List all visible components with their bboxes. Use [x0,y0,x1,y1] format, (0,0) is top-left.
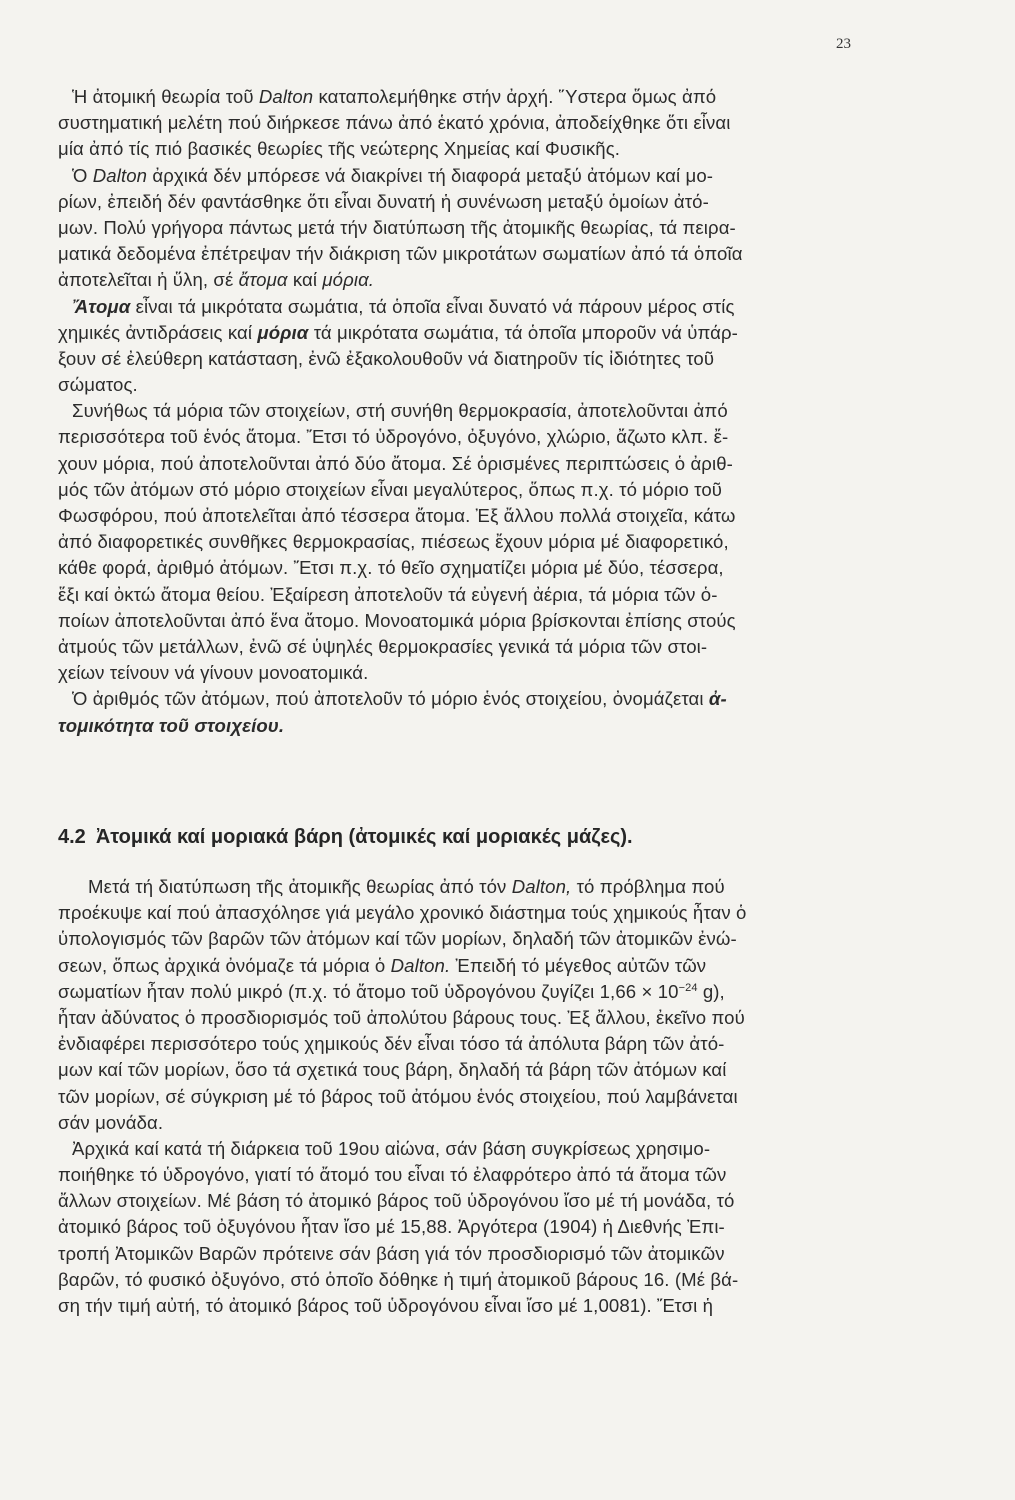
text-line [58,241,888,267]
text-line [58,477,888,503]
text-line [58,320,888,346]
page-number: 23 [836,36,851,52]
bold-term: μόρια [257,321,309,343]
text-segment: g), [697,980,725,1002]
text-segment: ἕξι καί ὀκτώ ἄτομα θείου. Ἐξαίρεση ἀποτελοῦν τά εὐγενή ἀέρια, τά μόρια τῶν ὁ- [58,583,718,605]
text-segment: συστηματική μελέτη πού διήρκεσε πάνω ἀπό ἑκατό χρόνια, ἀποδείχθηκε ὅτι εἶναι [58,112,731,134]
text-segment: Ἐπειδή τό μέγεθος αὐτῶν τῶν [450,954,707,976]
text-line [58,608,888,634]
body-block-1 [58,84,888,739]
text-segment: Συνήθως τά μόρια τῶν στοιχείων, στή συνήθη θερμοκρασία, ἀποτελοῦνται ἀπό [72,400,728,422]
text-segment: ἀποτελεῖται ἡ ὕλη, σέ [58,269,239,291]
text-line [58,110,888,136]
text-segment: Ἀρχικά καί κατά τή διάρκεια τοῦ 19ου αἰώνα, σάν βάση συγκρίσεως χρησιμο- [72,1137,711,1159]
text-segment: εἶναι τά μικρότατα σωμάτια, τά ὁποῖα εἶναι δυνατό νά πάρουν μέρος στίς [130,295,735,317]
italic-term: ἄτομα [238,269,288,291]
text-segment: Φωσφόρου, πού ἀποτελεῖται ἀπό τέσσερα ἄτομα. Ἐξ ἄλλου πολλά στοιχεῖα, κάτω [58,505,736,526]
text-segment: μία ἀπό τίς πιό βασικές θεωρίες τῆς νεώτερης Χημείας καί Φυσικῆς. [58,138,621,160]
text-line [58,529,888,555]
text-line [58,1214,888,1240]
text-line [58,1267,888,1293]
text-segment: Μετά τή διατύπωση τῆς ἀτομικῆς θεωρίας ἀπό τόν [88,876,512,897]
italic-term: Dalton, [511,876,572,897]
text-line [58,189,888,215]
text-line [58,686,888,712]
text-line [58,926,888,952]
text-segment: μός τῶν ἀτόμων στό μόριο στοιχείων εἶναι μεγαλύτερος, ὅπως π.χ. τό μόριο τοῦ [58,478,723,500]
text-segment: σάν μονάδα. [58,1111,164,1133]
text-segment: χημικές ἀντιδράσεις καί [58,321,258,343]
text-line [58,979,888,1005]
text-segment: ὑπολογισμός τῶν βαρῶν τῶν ἀτόμων καί τῶν μορίων, δηλαδή τῶν ἀτομικῶν ἐνώ- [58,928,737,950]
text-line [58,1031,888,1057]
text-line [58,451,888,477]
italic-term: Dalton. [390,954,451,976]
text-segment: ματικά δεδομένα ἐπέτρεψαν τήν διάκριση τῶν μικροτάτων σωματίων ἀπό τά ὁποῖα [58,243,743,265]
text-line [58,874,888,900]
italic-term: Dalton [92,164,148,186]
text-segment: ἀπό διαφορετικές συνθῆκες θερμοκρασίας, πιέσεως ἔχουν μόρια μέ διαφορετικό, [58,531,729,553]
text-segment: ἐνδιαφέρει περισσότερο τούς χημικούς δέν εἶναι τόσο τά ἀπόλυτα βάρη τῶν ἀτό- [58,1033,725,1055]
text-line [58,634,888,660]
text-segment: μων καί τῶν μορίων, ὅσο τά σχετικά τους βάρη, δηλαδή τά βάρη τῶν ἀτόμων καί [58,1059,727,1081]
text-line [58,1005,888,1031]
text-segment: ἀρχικά δέν μπόρεσε νά διακρίνει τή διαφορά μεταξύ ἀτόμων καί μο- [147,164,714,186]
text-segment: ρίων, ἐπειδή δέν φαντάσθηκε ὅτι εἶναι δυνατή ἡ συνένωση μεταξύ ὁμοίων ἀτό- [58,190,709,212]
text-line [58,1188,888,1214]
text-line [58,503,888,529]
text-line [58,215,888,241]
text-line [58,1136,888,1162]
text-segment: τροπή Ἀτομικῶν Βαρῶν πρότεινε σάν βάση γιά τόν προσδιορισμό τῶν ἀτομικῶν [58,1242,725,1264]
text-segment: σεων, ὅπως ἀρχικά ὀνόμαζε τά μόρια ὁ [58,954,391,976]
text-segment: καταπολεμήθηκε στήν ἀρχή. Ὕστερα ὅμως ἀπό [313,86,717,107]
text-line [58,346,888,372]
text-line [58,582,888,608]
text-line [58,84,888,110]
text-segment: σωματίων ἦταν πολύ μικρό (π.χ. τό ἄτομο τοῦ ὑδρογόνου ζυγίζει 1,66 × 10 [58,980,679,1002]
text-line [58,1162,888,1188]
text-segment: χείων τείνουν νά γίνουν μονοατομικά. [58,662,369,684]
text-line [58,1241,888,1267]
bold-term: Ἄτομα [72,295,131,317]
text-segment: ξουν σέ ἐλεύθερη κατάσταση, ἐνῶ ἐξακολουθοῦν νά διατηροῦν τίς ἰδιότητες τοῦ [58,347,715,369]
text-segment: τῶν μορίων, σέ σύγκριση μέ τό βάρος τοῦ ἀτόμου ἑνός στοιχείου, πού λαμβάνεται [58,1085,738,1107]
text-segment: ἀτομικό βάρος τοῦ ὀξυγόνου ἦταν ἴσο μέ 15,88. Ἀργότερα (1904) ἡ Διεθνής Ἐπι- [58,1216,725,1238]
text-segment: βαρῶν, τό φυσικό ὀξυγόνο, στό ὁποῖο δόθηκε ἡ τιμή ἀτομικοῦ βάρους 16. (Μέ βά- [58,1268,739,1290]
text-line [58,136,888,162]
text-segment: ἄλλων στοιχείων. Μέ βάση τό ἀτομικό βάρος τοῦ ὑδρογόνου ἴσο μέ τή μονάδα, τό [58,1190,735,1212]
text-line [58,1057,888,1083]
bold-term: ἀ- [708,688,727,710]
text-line [58,953,888,979]
text-line [58,424,888,450]
text-segment: Ὁ ἀριθμός τῶν ἀτόμων, πού ἀποτελοῦν τό μόριο ἑνός στοιχείου, ὀνομάζεται [72,688,709,710]
text-segment: καί [287,269,323,291]
text-segment: ποίων ἀποτελοῦνται ἀπό ἕνα ἄτομο. Μονοατομικά μόρια βρίσκονται ἐπίσης στούς [58,609,736,631]
italic-term: Dalton [258,86,314,107]
text-line [58,900,888,926]
text-segment: ἦταν ἀδύνατος ὁ προσδιορισμός τοῦ ἀπολύτου βάρους τους. Ἐξ ἄλλου, ἐκεῖνο πού [58,1006,745,1028]
text-line [58,372,888,398]
text-line [58,1084,888,1110]
text-segment: Ἡ ἀτομική θεωρία τοῦ [72,86,259,107]
text-segment: περισσότερα τοῦ ἑνός ἄτομα. Ἔτσι τό ὑδρογόνο, ὀξυγόνο, χλώριο, ἄζωτο κλπ. ἔ- [58,426,729,448]
text-segment: σώματος. [58,374,138,396]
superscript: −24 [678,981,698,994]
text-segment: προέκυψε καί πού ἀπασχόλησε γιά μεγάλο χρονικό διάστημα τούς χημικούς ἦταν ὁ [58,902,747,924]
text-segment: Ὁ [72,164,93,186]
section-number: 4.2 [58,826,86,848]
italic-term: μόρια. [322,269,375,291]
section-title: Ἀτομικά καί μοριακά βάρη (ἀτομικές καί μοριακές μάζες). [95,826,633,848]
text-segment: ἀτμούς τῶν μετάλλων, ἐνῶ σέ ὑψηλές θερμοκρασίες γενικά τά μόρια τῶν στοι- [58,635,708,657]
text-line [58,398,888,424]
text-segment: μων. Πολύ γρήγορα πάντως μετά τήν διατύπωση τῆς ἀτομικῆς θεωρίας, τά πειρα- [58,216,736,238]
text-line [58,555,888,581]
text-segment: τά μικρότατα σωμάτια, τά ὁποῖα μποροῦν νά ὑπάρ- [308,321,738,343]
text-segment: τό πρόβλημα πού [571,876,725,897]
text-line [58,294,888,320]
text-segment: ποιήθηκε τό ὑδρογόνο, γιατί τό ἄτομό του εἶναι τό ἐλαφρότερο ἀπό τά ἄτομα τῶν [58,1164,727,1186]
body-block-2 [58,874,888,1319]
section-heading [58,826,633,849]
text-segment: ση τήν τιμή αὐτή, τό ἀτομικό βάρος τοῦ ὑδρογόνου εἶναι ἴσο μέ 1,0081). Ἔτσι ἡ [58,1295,714,1316]
text-line [58,660,888,686]
text-line [58,1110,888,1136]
text-line [58,163,888,189]
text-line [58,1293,888,1319]
text-segment: χουν μόρια, πού ἀποτελοῦνται ἀπό δύο ἄτομα. Σέ ὁρισμένες περιπτώσεις ὁ ἀριθ- [58,452,733,474]
text-segment: κάθε φορά, ἀριθμό ἀτόμων. Ἔτσι π.χ. τό θεῖο σχηματίζει μόρια μέ δύο, τέσσερα, [58,557,724,579]
text-line [58,267,888,293]
text-line [58,713,888,739]
bold-term: τομικότητα τοῦ στοιχείου. [58,714,285,736]
